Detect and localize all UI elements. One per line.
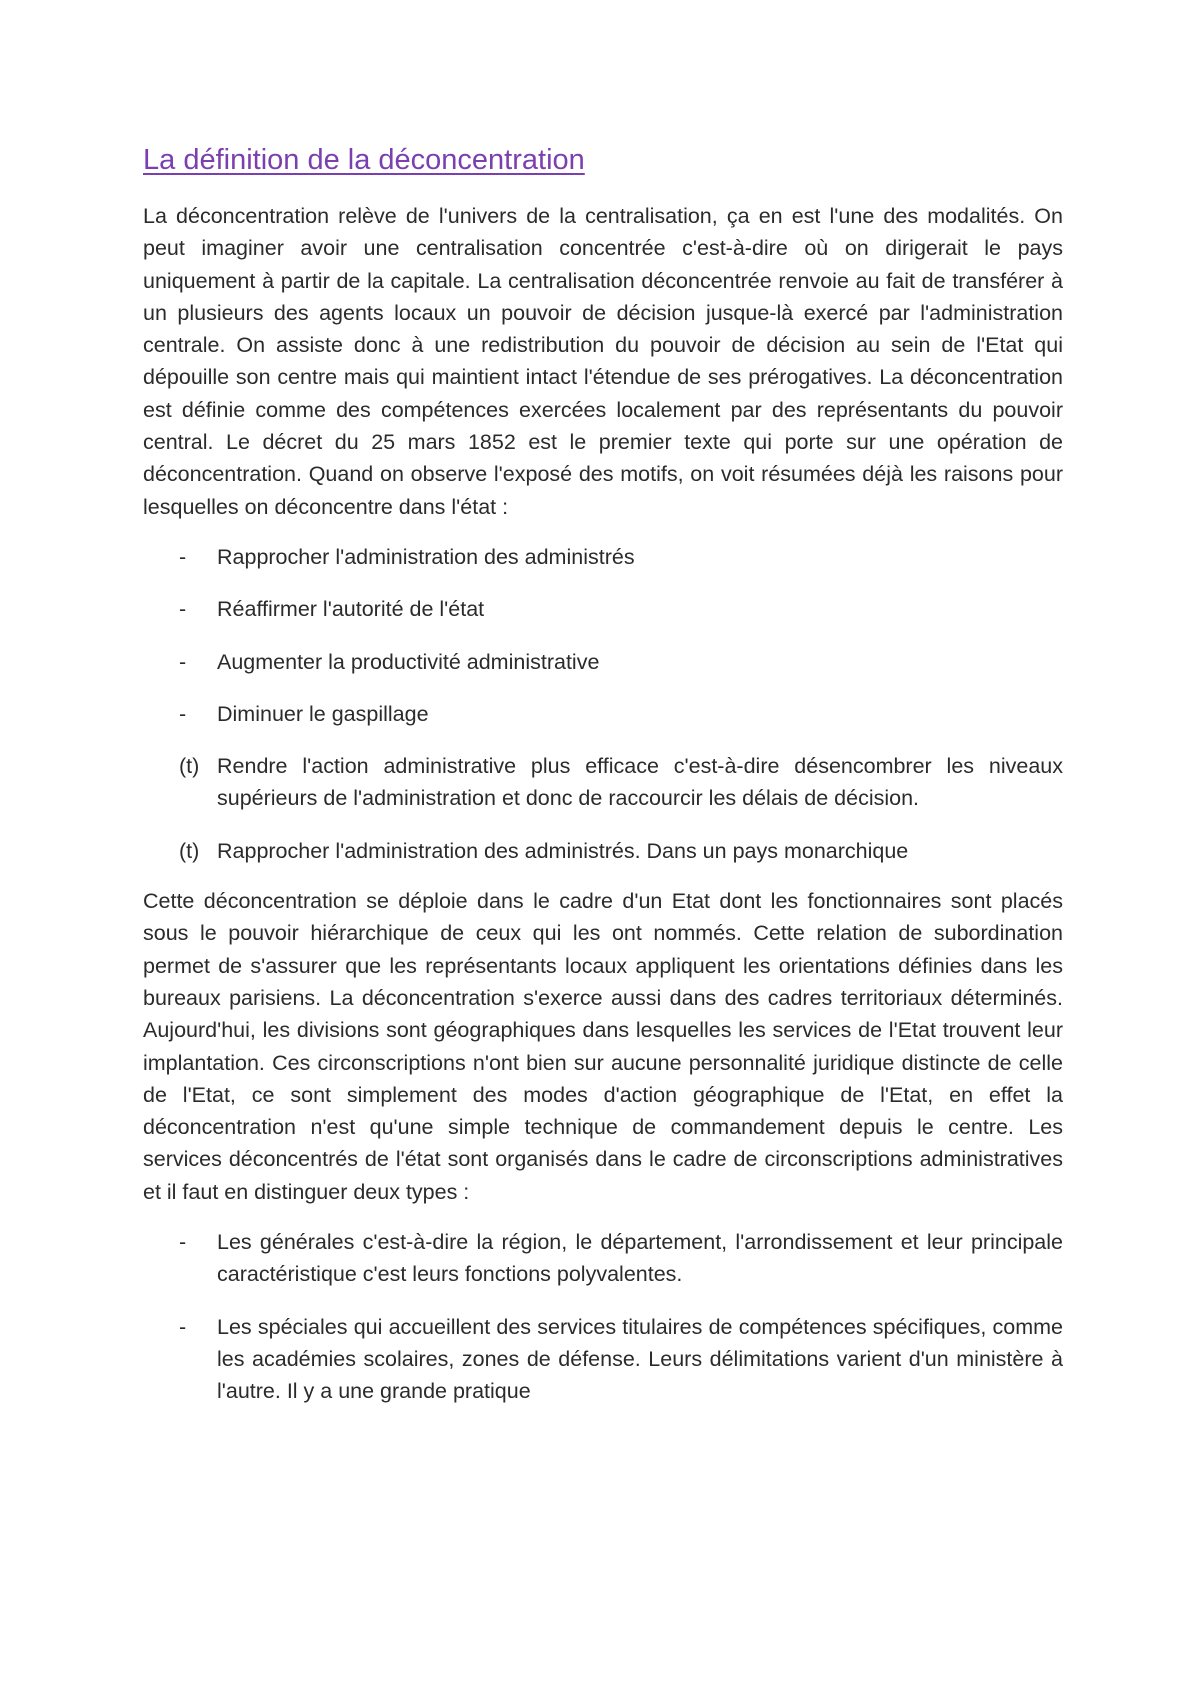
list-item <box>143 698 1063 730</box>
list-item-text: Réaffirmer l'autorité de l'état <box>217 597 485 622</box>
paragraph-intro: La déconcentration relève de l'univers de la centralisation, ça en est l'une des modalités. On peut imaginer avoir une centralisation concentrée c'est-à-dire où on dirigerait le pays uniquement à partir de la capitale. La centralisation déconcentrée renvoie au fait de transférer à un plusieurs des agents locaux un pouvoir de décision jusque-là exercé par l'administration centrale. On assiste donc à une redistribution du pouvoir de décision au sein de l'Etat qui dépouille son centre mais qui maintient intact l'étendue de ses prérogatives. La déconcentration est définie comme des compétences exercées localement par des représentants du pouvoir central. Le décret du 25 mars 1852 est le premier texte qui porte sur une opération de déconcentration. Quand on observe l'exposé des motifs, on voit résumées déjà les raisons pour lesquelles on déconcentre dans l'état : <box>143 204 1063 519</box>
paragraph-circumscriptions: Cette déconcentration se déploie dans le cadre d'un Etat dont les fonctionnaires sont placés sous le pouvoir hiérarchique de ceux qui les ont nommés. Cette relation de subordination permet de s'assurer que les représentants locaux appliquent les orientations définies dans les bureaux parisiens. La déconcentration s'exerce aussi dans des cadres territoriaux déterminés. Aujourd'hui, les divisions sont géographiques dans lesquelles les services de l'Etat trouvent leur implantation. Ces circonscriptions n'ont bien sur aucune personnalité juridique distincte de celle de l'Etat, ce sont simplement des modes d'action géographique de l'Etat, en effet la déconcentration n'est qu'une simple technique de commandement depuis le centre. Les services déconcentrés de l'état sont organisés dans le cadre de circonscriptions administratives et il faut en distinguer deux types : <box>143 889 1063 1204</box>
list-item <box>143 593 1063 625</box>
list-item-text: Rapprocher l'administration des administrés <box>217 544 635 569</box>
list-item <box>143 646 1063 678</box>
list-item <box>143 750 1063 815</box>
section-heading: La définition de la déconcentration <box>143 144 585 176</box>
list-item-text: Rapprocher l'administration des administrés. Dans un pays monarchique <box>217 838 909 863</box>
list-marker: (t) <box>179 838 200 863</box>
list-item-text: Les spéciales qui accueillent des services titulaires de compétences spécifiques, comme les académies scolaires, zones de défense. Leurs délimitations varient d'un ministère à l'autre. Il y a une grande pratique <box>217 1314 1063 1404</box>
list-item <box>143 541 1063 573</box>
list-item <box>143 835 1063 867</box>
list-marker: - <box>179 701 187 726</box>
reasons-list <box>143 541 1063 867</box>
types-list <box>143 1226 1063 1407</box>
list-marker: - <box>179 1230 187 1255</box>
list-marker: - <box>179 597 187 622</box>
list-marker: - <box>179 649 187 674</box>
list-item-text: Diminuer le gaspillage <box>217 701 429 726</box>
list-item-text: Les générales c'est-à-dire la région, le département, l'arrondissement et leur principale caractéristique c'est leurs fonctions polyvalentes. <box>217 1230 1063 1287</box>
list-item-text: Augmenter la productivité administrative <box>217 649 600 674</box>
list-item <box>143 1311 1063 1408</box>
list-marker: - <box>179 1314 187 1339</box>
list-item-text: Rendre l'action administrative plus efficace c'est-à-dire désencombrer les niveaux supérieurs de l'administration et donc de raccourcir les délais de décision. <box>217 754 1063 811</box>
document-page <box>143 140 1063 1426</box>
list-marker: - <box>179 544 187 569</box>
list-item <box>143 1226 1063 1291</box>
list-marker: (t) <box>179 754 200 779</box>
